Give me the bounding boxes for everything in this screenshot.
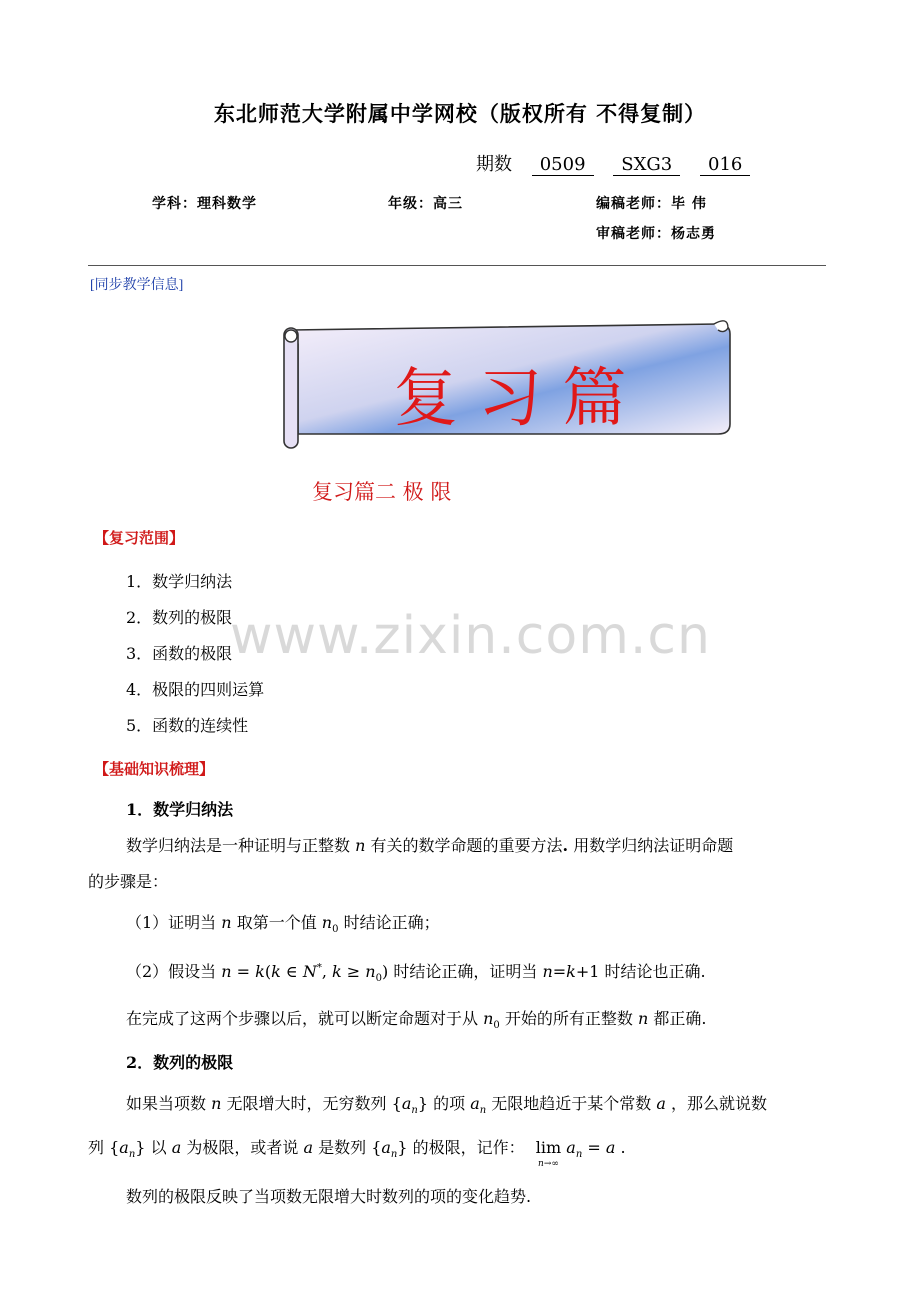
var-n0: $n_0$ [321, 913, 339, 936]
period-label: 期数 [476, 154, 512, 175]
text: （2）假设当 [126, 962, 217, 981]
text: 数学归纳法是一种证明与正整数 [126, 836, 351, 855]
banner-title: 复 习 篇 [393, 362, 627, 436]
editor-label: 编稿老师：毕 伟 [596, 196, 707, 212]
text: 以 [150, 1138, 167, 1157]
sequence-an: $\{a_n\}$ [109, 1138, 146, 1161]
section-1-title: 1．数学归纳法 [126, 800, 234, 819]
document-title: 东北师范大学附属中学网校（版权所有 不得复制） [213, 102, 707, 126]
text: （1）证明当 [126, 913, 217, 932]
watermark: www.zixin.com.cn [230, 606, 711, 666]
text: 都正确. [653, 1009, 707, 1028]
basics-heading: 【基础知识梳理】 [94, 760, 215, 778]
limit-definition [126, 1091, 767, 1116]
scope-heading: 【复习范围】 [94, 529, 185, 547]
scope-item: 4．极限的四则运算 [126, 680, 265, 699]
scope-item: 5．函数的连续性 [126, 716, 249, 735]
var-n: n [638, 1009, 649, 1028]
header-divider [88, 265, 826, 266]
period-number: 0509 [532, 154, 594, 176]
induction-step-1 [126, 910, 440, 935]
text: 无限增大时，无穷数列 [226, 1094, 387, 1113]
scroll-banner [278, 312, 734, 452]
period-code: SXG3 [613, 154, 680, 176]
scope-item: 3．函数的极限 [126, 644, 233, 663]
var-a: a [656, 1094, 666, 1113]
induction-conclusion [126, 1006, 707, 1031]
sequence-an: $\{a_n\}$ [371, 1138, 408, 1161]
reviewer-label: 审稿老师：杨志勇 [596, 226, 716, 242]
text: 用数学归纳法证明命题 [573, 836, 734, 855]
term-an: $a_n$ [470, 1094, 487, 1117]
text: 是数列 [318, 1138, 367, 1157]
text: ，那么就说数 [671, 1094, 768, 1113]
sync-teaching-link[interactable]: [同步教学信息] [90, 278, 184, 293]
induction-paragraph: 数学归纳法是一种证明与正整数 n 有关的数学命题的重要方法. 用数学归纳法证明命题 [126, 836, 734, 855]
var-a: a [171, 1138, 182, 1157]
grade-label: 年级：高三 [388, 196, 463, 212]
var-n0: $n_0$ [483, 1009, 500, 1032]
period-line [476, 150, 750, 176]
scope-item: 2．数列的极限 [126, 608, 233, 627]
limit-definition-cont [88, 1135, 626, 1176]
text: 有关的数学命题的重要方法 [370, 836, 563, 855]
period-serial: 016 [700, 154, 750, 176]
text: 如果当项数 [126, 1094, 207, 1113]
var-n: n [355, 836, 366, 855]
text: 的项 [433, 1094, 466, 1113]
scope-item: 1．数学归纳法 [126, 572, 233, 591]
text: 在完成了这两个步骤以后，就可以断定命题对于从 [126, 1009, 479, 1028]
text: 取第一个值 [236, 913, 317, 932]
text: 时结论正确； [343, 913, 440, 932]
text: 无限地趋近于某个常数 [491, 1094, 652, 1113]
text: 开始的所有正整数 [504, 1009, 633, 1028]
var-n: n [221, 913, 232, 932]
formula-assumption: n = k(k ∈ N*, $k \ge n_0$) [221, 962, 389, 985]
section-2-title: 2．数列的极限 [126, 1053, 234, 1072]
induction-step-2 [126, 959, 706, 984]
text: 列 [88, 1138, 105, 1157]
limit-remark: 数列的极限反映了当项数无限增大时数列的项的变化趋势. [126, 1187, 532, 1206]
var-a: a [303, 1138, 313, 1157]
text: 时结论也正确. [604, 962, 706, 981]
induction-paragraph-cont: 的步骤是： [88, 872, 169, 891]
formula-next: n=k+1 [542, 962, 600, 981]
subject-label: 学科：理科数学 [152, 196, 257, 212]
text: 的极限，记作： [412, 1138, 525, 1157]
chapter-title: 复习篇二 极 限 [312, 480, 452, 504]
sequence-an: $\{a_n\}$ [391, 1094, 428, 1117]
limit-formula: lim $^{n\to\infty}$ $a_n = a$ . [535, 1138, 626, 1169]
var-n: n [211, 1094, 222, 1113]
text: 为极限，或者说 [186, 1138, 299, 1157]
text: 时结论正确，证明当 [393, 962, 538, 981]
